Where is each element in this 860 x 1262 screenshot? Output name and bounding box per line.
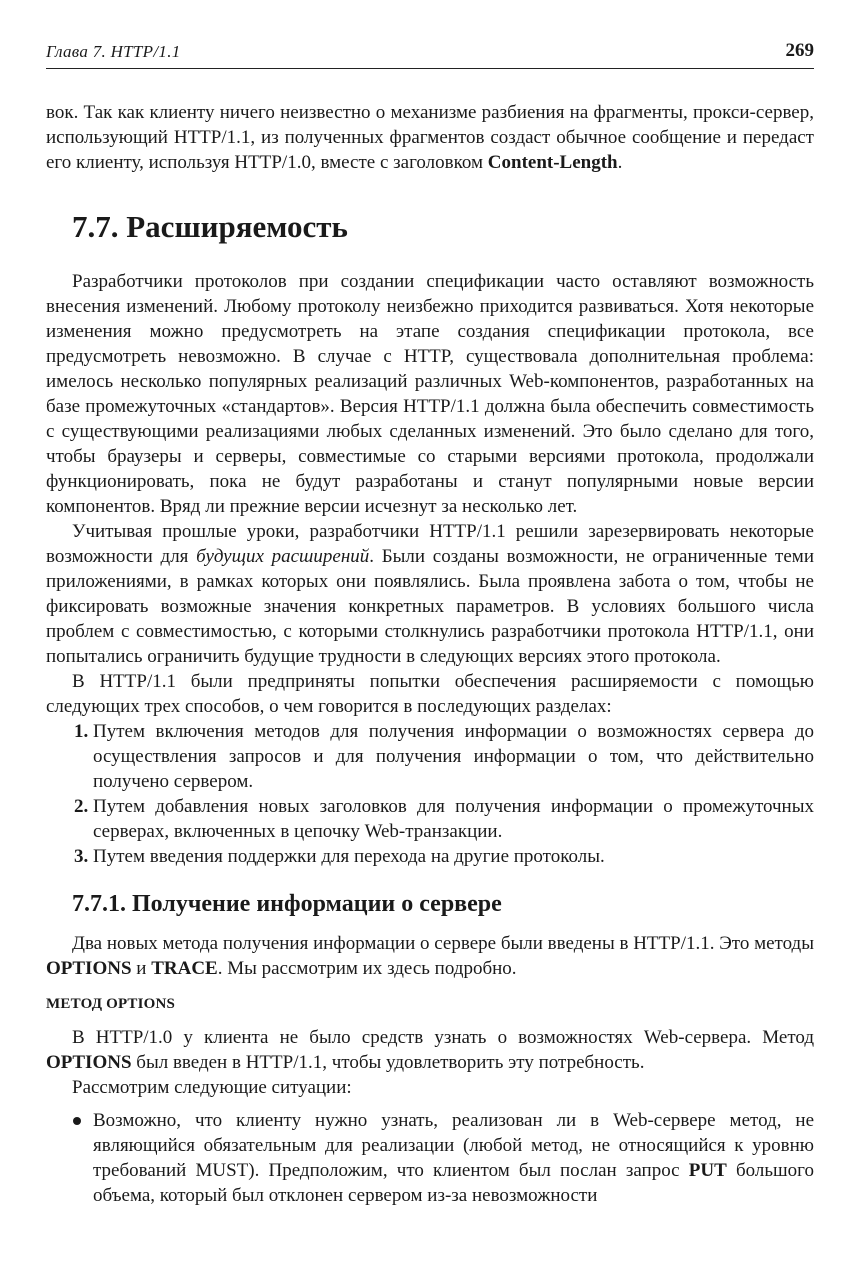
text-run: был введен в HTTP/1.1, чтобы удовлетворить эту потребность. bbox=[131, 1052, 645, 1073]
page-number: 269 bbox=[785, 40, 814, 61]
text-run: В HTTP/1.0 у клиента не было средств узнать о возможностях Web-сервера. Метод bbox=[72, 1027, 814, 1048]
method-trace: TRACE bbox=[151, 958, 218, 979]
paragraph-ways: В HTTP/1.1 были предприняты попытки обеспечения расширяемости с помощью следующих трех способов, о чем говорится в последующих разделах: bbox=[46, 671, 814, 717]
method-heading: МЕТОД OPTIONS bbox=[46, 996, 176, 1012]
text-run: . Мы рассмотрим их здесь подробно. bbox=[217, 958, 517, 979]
paragraph-continuation bbox=[46, 100, 814, 175]
paragraph-options bbox=[46, 1025, 814, 1075]
list-item-text: Путем введения поддержки для перехода на другие протоколы. bbox=[93, 846, 605, 867]
paragraph-lessons bbox=[46, 519, 814, 669]
paragraph-intro: Разработчики протоколов при создании спецификации часто оставляют возможность внесения изменений. Любому протоколу неизбежно приходится развиваться. Хотя некоторые изменения можно предусмотреть на этапе создания спецификации протокола, все предусмотреть невозможно. В случае с HTTP, существовала дополнительная проблема: имелось несколько популярных реализаций различных Web-компонентов, разработанных на базе промежуточных «стандартов». Версия HTTP/1.1 должна была обеспечить совместимость с существующими реализациями любых сделанных изменений. Это было сделано для того, чтобы браузеры и серверы, совместимые со старыми версиями протокола, продолжали функционировать, пока не будут разработаны и станут популярными новые версии компонентов. Вряд ли прежние версии исчезнут за несколько лет. bbox=[46, 271, 814, 517]
list-number: 2. bbox=[74, 796, 89, 817]
list-number: 3. bbox=[74, 846, 89, 867]
paragraph-consider: Рассмотрим следующие ситуации: bbox=[72, 1077, 352, 1098]
list-item-text: Путем добавления новых заголовков для получения информации о промежуточных серверах, включенных в цепочку Web-транзакции. bbox=[93, 796, 814, 842]
paragraph-methods bbox=[46, 931, 814, 981]
text-run: большого объема, который был отклонен сервером из-за невозможности bbox=[93, 1160, 814, 1206]
text-run: . bbox=[617, 152, 623, 173]
text-run: Учитывая прошлые уроки, разработчики HTTP/1.1 решили зарезервировать некоторые возможности для bbox=[46, 521, 814, 567]
header-name-content-length: Content-Length bbox=[487, 152, 618, 173]
list-number: 1. bbox=[74, 721, 89, 742]
list-item bbox=[46, 794, 814, 844]
method-options: OPTIONS bbox=[46, 958, 132, 979]
method-options: OPTIONS bbox=[46, 1052, 132, 1073]
list-item bbox=[46, 844, 814, 869]
emphasis-text: будущих расширений bbox=[196, 546, 370, 567]
bullet-item bbox=[46, 1108, 814, 1208]
bullet-icon bbox=[73, 1117, 81, 1125]
list-item bbox=[46, 719, 814, 794]
section-heading: 7.7. Расширяемость bbox=[72, 209, 348, 244]
running-header bbox=[46, 38, 814, 69]
text-run: Два новых метода получения информации о сервере были введены в HTTP/1.1. Это методы bbox=[72, 933, 814, 954]
numbered-list bbox=[46, 719, 814, 869]
text-run: вок. Так как клиенту ничего неизвестно о механизме разбиения на фрагменты, прокси-сервер, использующий HTTP/1.1, из полученных фрагментов создаст обычное сообщение и передаст его клиенту, используя HTTP/1.0, вместе с заголовком bbox=[46, 102, 814, 173]
chapter-title: Глава 7. HTTP/1.1 bbox=[46, 42, 181, 61]
text-run: и bbox=[131, 958, 152, 979]
method-put: PUT bbox=[688, 1160, 727, 1181]
bullet-list bbox=[46, 1108, 814, 1208]
text-run: Возможно, что клиенту нужно узнать, реализован ли в Web-сервере метод, не являющийся обязательным для реализации (любой метод, не относящийся к уровню требований MUST). Предположим, что клиентом был послан запрос bbox=[93, 1110, 814, 1181]
subsection-heading: 7.7.1. Получение информации о сервере bbox=[72, 891, 502, 917]
page-body bbox=[46, 100, 814, 1208]
list-item-text: Путем включения методов для получения информации о возможностях сервера до осуществления запросов и для получения информации о том, что действительно получено сервером. bbox=[93, 721, 814, 792]
text-run: . Были созданы возможности, не ограниченные теми приложениями, в рамках которых они появлялись. Была проявлена забота о том, чтобы не фиксировать возможные значения конкретных параметров. В условиях большого числа проблем с совместимостью, с которыми столкнулись разработчики протокола HTTP/1.1, они попытались ограничить будущие трудности в следующих версиях этого протокола. bbox=[46, 546, 814, 667]
